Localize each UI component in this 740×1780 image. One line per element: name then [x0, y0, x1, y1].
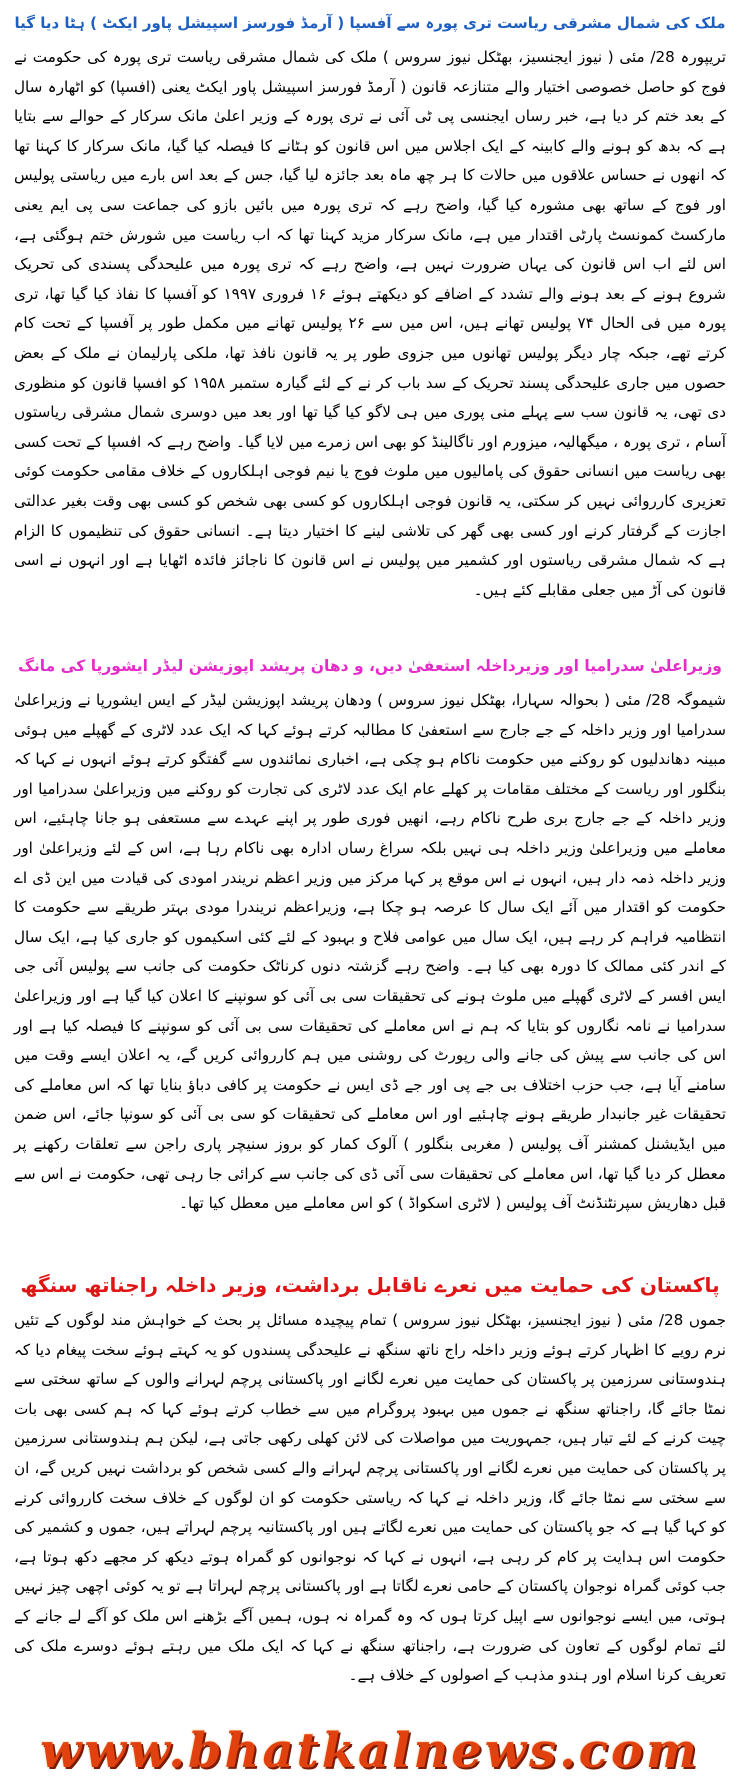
article-paragraph: جموں 28/ مئی ( نیوز ایجنسیز، بھٹکل نیوز سروس ) تمام پیچیدہ مسائل پر بحث کے خواہش مند لوگوں کے تئیں نرم رویے کا اظہار کرتے ہوئے وزیر داخلہ راج ناتھ سنگھ نے علیحدگی پسندوں کو یہ کہتے ہوئے سخت پیغام دیا کہ ہندوستانی سرزمین پر پاکستان کی حمایت میں نعرے لگانے اور پاکستانی پرچم لہرانے والوں کے ساتھ سختی سے نمٹا جائے گا، راجناتھ سنگھ نے جموں میں بہبود پروگرام میں سے خطاب کرتے ہوئے کہا کہ ہم کسی بھی بات چیت کرنے کے لئے تیار ہیں، جمہوریت میں مواصلات کی لائن کھلی رکھی جاتی ہے، لیکن ہم ہندوستانی سرزمین پر پاکستان کی حمایت میں نعرے لگانے اور پاکستانی پرچم لہرانے والے کسی شخص کو برداشت نہیں کریں گے، ان سے سختی سے نمٹا جائے گا، وزیر داخلہ نے کہا کہ ریاستی حکومت کو ان لوگوں کے خلاف سخت کارروائی کرنے کو کہا گیا ہے کہ جو پاکستان کی حمایت میں نعرے لگاتے ہیں اور پاکستانیہ پرچم لہراتے ہیں، جموں و کشمیر کی حکومت اس ہدایت پر کام کر رہی ہے، انہوں نے کہا کہ نوجوانوں کو گمراہ ہوتے دیکھ کر مجھے دکھ ہوتا ہے، جب کوئی گمراہ نوجوان پاکستان کے حامی نعرے لگاتا ہے اور پاکستانی پرچم لہراتا ہے تو یہ کوئی اچھی چیز نہیں ہوتی، میں ایسے نوجوانوں سے اپیل کرتا ہوں کہ وہ گمراہ نہ ہوں، ہمیں آگے بڑھنے اس ملک کو آگے لے جانے کے لئے تمام لوگوں کے تعاون کی ضرورت ہے، راجناتھ سنگھ نے کہا کہ ایک ملک میں رہتے ہوئے دوسرے ملک کی تعریف کرنا اسلام اور ہندو مذہب کے اصولوں کے خلاف ہے۔: [14, 1311, 726, 1685]
article-eshwarappa-demand: [0, 644, 740, 1256]
site-footer: [0, 1722, 740, 1780]
article-headline: ملک کی شمال مشرقی ریاست تری پورہ سے آفسپا ( آرمڈ فورسز اسپیشل پاور ایکٹ ) ہٹا دیا گیا: [14, 14, 726, 32]
article-body: [14, 1306, 726, 1691]
article-body: [14, 686, 726, 1219]
article-headline: وزیراعلیٰ سدرامیا اور وزیرداخلہ استعفیٰ دیں، و دھان پریشد اپوزیشن لیڈر ایشورپا کی مانگ: [18, 657, 722, 675]
article-paragraph: تریپورہ 28/ مئی ( نیوز ایجنسیز، بھٹکل نیوز سروس ) ملک کی شمال مشرقی ریاست تری پورہ کی حکومت نے فوج کو حاصل خصوصی اختیار والے متنازعہ قانون ( آرمڈ فورسز اسپیشل پاور ایکٹ یعنی (افسپا) کو اٹھارہ سال کے بعد ختم کر دیا ہے، خبر رساں ایجنسی پی ٹی آئی نے تری پورہ کے وزیر اعلیٰ مانک سرکار کے حوالے سے بتایا ہے کہ بدھ کو ہونے والے کابینہ کے ایک اجلاس میں اس قانون کو ہٹانے کا فیصلہ کیا گیا، مانک سرکار کا کہنا تھا کہ انھوں نے حساس علاقوں میں حالات کا ہر چھ ماہ بعد جائزہ لیا گیا، جس کے بعد اس بارے میں ریاستی پولیس اور فوج کے ساتھ بھی مشورہ کیا گیا، واضح رہے کہ تری پورہ میں بائیں بازو کی جماعت سی پی ایم یعنی مارکسٹ کمونسٹ پارٹی اقتدار میں ہے، مانک سرکار مزید کہنا تھا کہ اب ریاست میں شورش ختم ہوگئی ہے، اس لئے اب اس قانون کی یہاں ضرورت نہیں ہے، واضح رہے کہ تری پورہ میں علیحدگی پسندی کی تحریک شروع ہونے کے بعد ہونے والے تشدد کے اضافے کو دیکھتے ہوئے ۱۶ فروری ۱۹۹۷ کو آفسپا کا نفاذ کیا گیا تھا، تری پورہ میں فی الحال ۷۴ پولیس تھانے ہیں، اس میں سے ۲۶ پولیس تھانے میں مکمل طور پر آفسپا کے تحت کام کرتے تھے، جبکہ چار دیگر پولیس تھانوں میں جزوی طور پر یہ قانون نافذ تھا، ملکی پارلیمان نے ملک کے بعض حصوں میں جاری علیحدگی پسند تحریک کے سد باب کر نے کے لئے گیارہ ستمبر ۱۹۵۸ کو افسپا قانون کو منظوری دی تھی، یہ قانون سب سے پہلے منی پوری میں ہی لاگو کیا گیا تھا اور بعد میں دوسری شمال مشرقی ریاستوں آسام ، تری پورہ ، میگھالیہ، میزورم اور ناگالینڈ کو بھی اس زمرے میں لایا گیا۔ واضح رہے کہ افسپا کے تحت کسی بھی ریاست میں انسانی حقوق کی پامالیوں میں ملوث فوج یا نیم فوجی اہلکاروں کے خلاف مقامی حکومت کوئی تعزیری کارروائی نہیں کر سکتی، یہ قانون فوجی اہلکاروں کو کسی بھی شخص کو کسی بھی وقت بغیر عدالتی اجازت کے گرفتار کرنے اور کسی بھی گھر کی تلاشی لینے کا اختیار دیتا ہے۔ انسانی حقوق کی تنظیموں کا الزام ہے کہ شمال مشرقی ریاستوں اور کشمیر میں پولیس نے اس قانون کا ناجائز فائدہ اٹھایا ہے اور انہوں نے اسی قانون کی آڑ میں جعلی مقابلے کئے ہیں۔: [14, 48, 727, 599]
article-headline: پاکستان کی حمایت میں نعرے ناقابل برداشت، وزیر داخلہ راجناتھ سنگھ: [20, 1273, 720, 1297]
article-paragraph: شیموگہ 28/ مئی ( بحوالہ سہارا، بھٹکل نیوز سروس ) ودھان پریشد اپوزیشن لیڈر کے ایس ایشورپا نے وزیراعلیٰ سدرامیا اور وزیر داخلہ کے جے جارج سے استعفیٰ کا مطالبہ کرتے ہوئے کہا کہ ایک عدد لاٹری کے گھپلے میں ہوئی مبینہ دھاندلیوں کو روکنے میں حکومت ناکام ہو چکی ہے، اخباری نمائندوں سے گفتگو کرتے ہوئے انہوں نے کہا کہ بنگلور اور ریاست کے مختلف مقامات پر کھلے عام ایک عدد لاٹری کی تجارت کو روکنے میں وزیراعلیٰ سدرامیا اور وزیر داخلہ کے جے جارج بری طرح ناکام رہے، انھیں فوری طور پر اپنے عہدے سے مستعفی ہو جانا چاہئیے، اس معاملے میں وزیراعلیٰ وزیر داخلہ ہی نہیں بلکہ سراغ رساں ادارہ بھی ناکام رہا ہے، اس کے لئے وزیراعلیٰ اور وزیر داخلہ ذمہ دار ہیں، انہوں نے اس موقع پر کہا مرکز میں وزیر اعظم نریندر امودی کی قیادت میں این ڈی اے حکومت کو اقتدار میں آئے ایک سال کا عرصہ ہو چکا ہے، وزیراعظم نریندرا مودی بہتر طریقے سے حکومت کا انتظامیہ فراہم کر رہے ہیں، ایک سال میں عوامی فلاح و بہبود کے لئے کئی اسکیموں کو جاری کیا ہے، ایک سال کے اندر کئی ممالک کا دورہ بھی کیا ہے۔ واضح رہے گزشتہ دنوں کرناٹک حکومت کی جانب سے پولیس آئی جی ایس افسر کے لاٹری گھپلے میں ملوث ہونے کی تحقیقات سی بی آئی کو سونپنے کا اعلان کیا گیا ہے اور وزیراعلیٰ سدرامیا نے نامہ نگاروں کو بتایا کہ ہم نے اس معاملے کی تحقیقات سی بی آئی کو سونپنے کا فیصلہ کیا ہے اور اس کی جانب سے پیش کی جانے والی رپورٹ کی روشنی میں ہم کارروائی کریں گے، یہ اعلان ایسے وقت میں سامنے آیا ہے، جب حزب اختلاف بی جے پی اور جے ڈی ایس نے حکومت پر کافی دباؤ بنایا تھا کہ اس معاملے کی تحقیقات غیر جانبدار طریقے ہونے چاہئیے اور اس معاملے کی تحقیقات کو سی بی آئی کو سونپا جائے، اس ضمن میں ایڈیشنل کمشنر آف پولیس ( مغربی بنگلور ) آلوک کمار کو بروز سنیچر پاری راجن سے تعلقات رکھنے پر معطل کر دیا گیا تھا، اس معاملے کی تحقیقات سی آئی ڈی کی جانب سے کرائی جا رہی تھی، حکومت نے اس سے قبل دھاریش سپرنٹنڈنٹ آف پولیس ( لاٹری اسکواڈ ) کو اس معاملے میں معطل کیا تھا۔: [14, 691, 726, 1213]
article-rajnath-singh: [0, 1264, 740, 1722]
article-tripura-afspa: [0, 0, 740, 666]
site-url-link[interactable]: www.bhatkalnews.com: [40, 1723, 700, 1779]
article-body: [14, 43, 726, 605]
